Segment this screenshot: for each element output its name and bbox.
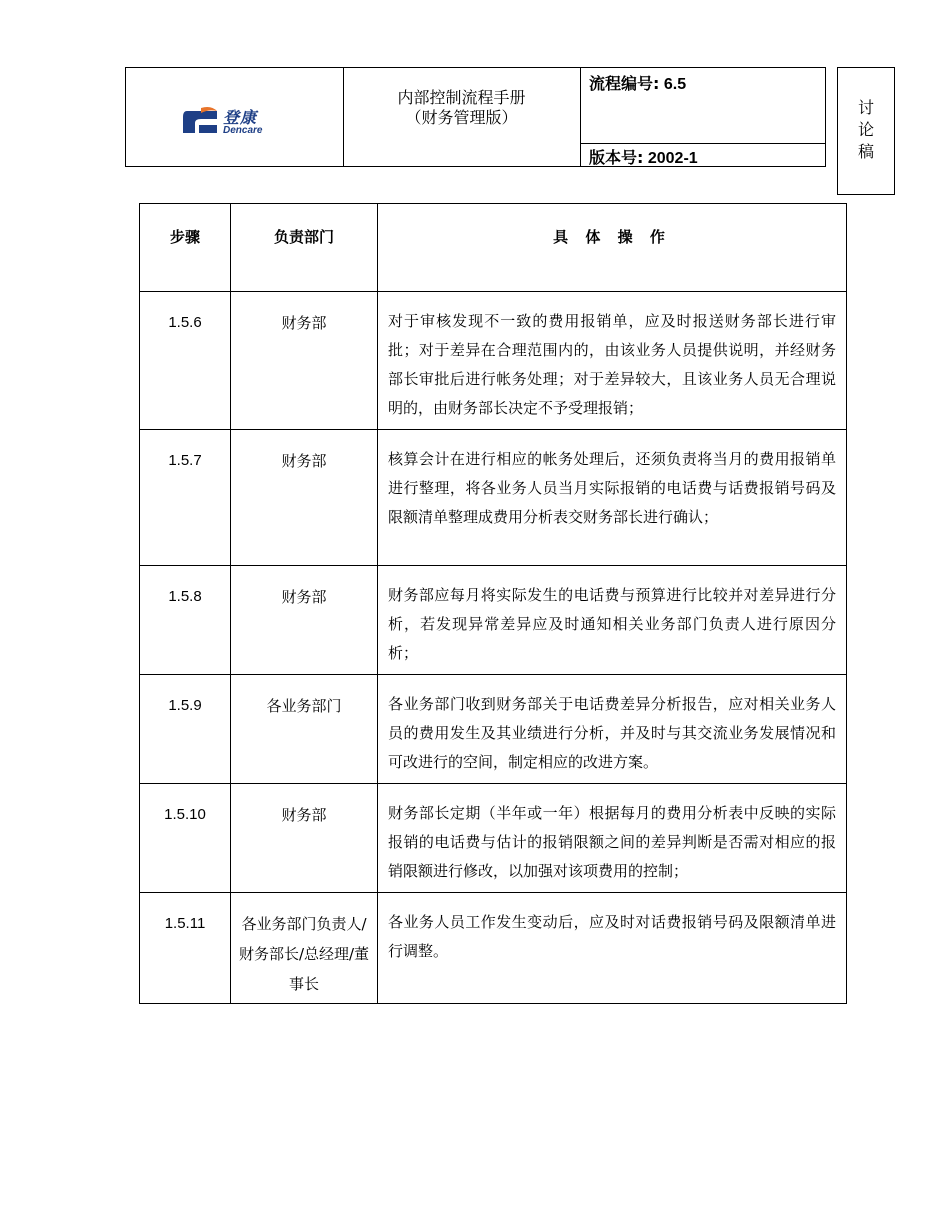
- operation-cell: 核算会计在进行相应的帐务处理后，还须负责将当月的费用报销单进行整理，将各业务人员当月实际报销的电话费与话费报销号码及限额清单整理成费用分析表交财务部长进行确认；: [378, 430, 847, 566]
- version-value: 2002-1: [647, 150, 698, 167]
- department-cell: 财务部: [231, 430, 378, 566]
- table-row: [140, 784, 847, 893]
- department-cell: 财务部: [231, 566, 378, 675]
- draft-char: 讨: [857, 98, 874, 117]
- operation-cell: 对于审核发现不一致的费用报销单，应及时报送财务部长进行审批；对于差异在合理范围内的，由该业务人员提供说明，并经财务部长审批后进行帐务处理；对于差异较大，且该业务人员无合理说明的，由财务部长决定不予受理报销；: [378, 292, 847, 430]
- step-cell: 1.5.6: [140, 292, 231, 430]
- table-row: [140, 430, 847, 566]
- department-cell: 财务部: [231, 784, 378, 893]
- process-number-value: 6.5: [663, 76, 687, 93]
- step-cell: 1.5.10: [140, 784, 231, 893]
- logo-chinese-text: 登康: [223, 108, 258, 127]
- column-header-department: 负责部门: [231, 204, 378, 292]
- document-header: [125, 67, 826, 167]
- version-number: [589, 145, 698, 168]
- version-cell: [581, 144, 825, 166]
- department-cell: 各业务部门负责人/财务部长/总经理/董事长: [231, 893, 378, 1004]
- process-number: [589, 71, 686, 94]
- table-row: [140, 292, 847, 430]
- table-row: [140, 893, 847, 1004]
- version-label: 版本号:: [589, 148, 644, 167]
- department-cell: 各业务部门: [231, 675, 378, 784]
- manual-title-cell: [343, 68, 581, 166]
- table-header-row: [140, 204, 847, 292]
- table-row: [140, 566, 847, 675]
- process-number-cell: [581, 68, 825, 144]
- procedure-table: [139, 203, 847, 1004]
- operation-cell: 财务部应每月将实际发生的电话费与预算进行比较并对差异进行分析，若发现异常差异应及时通知相关业务部门负责人进行原因分析；: [378, 566, 847, 675]
- step-cell: 1.5.8: [140, 566, 231, 675]
- step-cell: 1.5.7: [140, 430, 231, 566]
- company-logo: [181, 105, 281, 139]
- manual-subtitle: （财务管理版）: [405, 108, 518, 127]
- logo-cell: [126, 68, 344, 166]
- table-row: [140, 675, 847, 784]
- step-cell: 1.5.9: [140, 675, 231, 784]
- operation-cell: 财务部长定期（半年或一年）根据每月的费用分析表中反映的实际报销的电话费与估计的报销限额之间的差异判断是否需对相应的报销限额进行修改，以加强对该项费用的控制；: [378, 784, 847, 893]
- draft-char: 稿: [857, 142, 874, 161]
- process-number-label: 流程编号:: [589, 74, 660, 93]
- draft-char: 论: [857, 120, 874, 139]
- department-cell: 财务部: [231, 292, 378, 430]
- step-cell: 1.5.11: [140, 893, 231, 1004]
- draft-stamp-box: [837, 67, 895, 195]
- column-header-step: 步骤: [140, 204, 231, 292]
- logo-english-text: Dencare: [223, 125, 263, 136]
- manual-title: 内部控制流程手册: [397, 88, 526, 107]
- column-header-operations: 具 体 操 作: [378, 204, 847, 292]
- operation-cell: 各业务人员工作发生变动后，应及时对话费报销号码及限额清单进行调整。: [378, 893, 847, 1004]
- logo-mark-icon: [181, 105, 221, 139]
- operation-cell: 各业务部门收到财务部关于电话费差异分析报告，应对相关业务人员的费用发生及其业绩进行分析，并及时与其交流业务发展情况和可改进行的空间，制定相应的改进方案。: [378, 675, 847, 784]
